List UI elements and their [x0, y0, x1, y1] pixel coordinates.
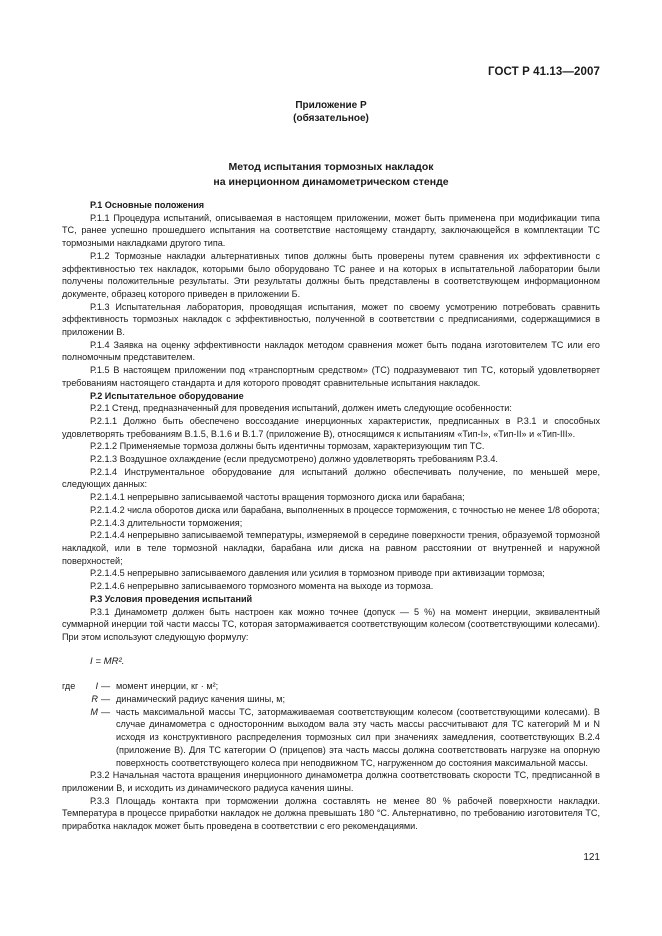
paragraph: Р.2.1.4.3 длительности торможения;	[90, 517, 243, 528]
legend-symbol: R	[91, 694, 98, 705]
section-title	[62, 160, 600, 190]
document-header-id: ГОСТ Р 41.13—2007	[488, 66, 600, 78]
section-heading: Р.1 Основные положения	[90, 200, 205, 210]
legend-lead	[62, 693, 98, 706]
paragraph: Р.2.1.1 Должно быть обеспечено воссоздание инерционных характеристик, предписанных в Р.3.1 и способных удовлетворять требованиям В.1.5, В.1.6 и В.1.7 (приложение В), относящимся к испытаниям «Тип-I», «Тип-II» и «Тип-III».	[62, 415, 600, 439]
annex-heading	[62, 99, 600, 125]
paragraph: Р.1.5 В настоящем приложении под «транспортным средством» (ТС) подразумевают тип ТС, который удовлетворяет требованиям настоящего стандарта и для которого проводят сравнительные испытания накладок.	[62, 365, 600, 388]
paragraph: Р.1.4 Заявка на оценку эффективности накладок методом сравнения может быть подана изготовителем ТС или его полномочным представителем.	[62, 339, 600, 363]
legend-symbol: M	[90, 706, 98, 717]
paragraph: Р.1.1 Процедура испытаний, описываемая в настоящем приложении, может быть применена при модификации типа ТС, ранее успешно прошедшего испытания на соответствие настоящему стандарту, заключающейся в комплектации ТС тормозными накладками другого типа.	[62, 212, 600, 249]
paragraph: Р.3.3 Площадь контакта при торможении должна составлять не менее 80 % рабочей поверхности накладки. Температура в процессе приработки накладок не должна превышать 180 °С. Альтернативно, по требованию изготовителя ТС, приработка накладок может быть проведена в соответствии с его рекомендациями.	[62, 795, 600, 832]
section-heading: Р.2 Испытательное оборудование	[90, 390, 244, 401]
paragraph: Р.2.1.4.1 непрерывно записываемой частоты вращения тормозного диска или барабана;	[90, 492, 465, 503]
paragraph: Р.2.1.2 Применяемые тормоза должны быть идентичны тормозам, характеризующим тип ТС.	[90, 441, 485, 452]
legend-symbol: I	[95, 681, 98, 692]
legend-dash: —	[101, 706, 111, 717]
paragraph: Р.3.2 Начальная частота вращения инерционного динамометра должна соответствовать скорости ТС, предписанной в приложении В, и исходить из динамического радиуса качения шины.	[62, 770, 600, 793]
paragraph: Р.2.1 Стенд, предназначенный для проведения испытаний, должен иметь следующие особенности:	[90, 403, 512, 414]
legend-lead	[62, 706, 98, 770]
legend-dash: —	[101, 694, 111, 705]
paragraph: Р.1.2 Тормозные накладки альтернативных типов должны быть проверены путем сравнения их эффективности с эффективностью тех накладок, которыми было оборудовано ТС ранее и на которых в испытательной лаборатории были получены положительные результаты. Эти результаты должны быть представлены в соответствующем информационном документе, образец которого приведен в приложении Б.	[62, 250, 600, 299]
paragraph-list-after	[62, 769, 600, 833]
annex-status: (обязательное)	[293, 113, 369, 124]
legend-dash: —	[101, 681, 111, 692]
legend-text: динамический радиус качения шины, м;	[116, 694, 285, 705]
paragraph: Р.2.1.4.5 непрерывно записываемого давления или усилия в тормозном приводе при активизации тормоза;	[90, 568, 545, 579]
section-title-line1: Метод испытания тормозных накладок	[228, 161, 434, 173]
formula: I = MR².	[90, 655, 125, 667]
paragraph: Р.2.1.3 Воздушное охлаждение (если предусмотрено) должно удовлетворять требованиям Р.3.4.	[90, 454, 498, 465]
page-number: 121	[583, 852, 600, 863]
annex-title: Приложение Р	[295, 100, 367, 111]
formula-legend	[62, 680, 600, 769]
legend-prefix: где	[62, 681, 76, 692]
paragraph: Р.3.1 Динамометр должен быть настроен как можно точнее (допуск — 5 %) на момент инерции, эквивалентный суммарной инерции той части массы ТС, которая затормаживается соответствующим колесом (соответствующими колесами). При этом используют следующую формулу:	[62, 606, 600, 642]
paragraph: Р.2.1.4 Инструментальное оборудование для испытаний должно обеспечивать получение, по меньшей мере, следующих данных:	[62, 466, 600, 490]
paragraph: Р.2.1.4.6 непрерывно записываемого тормозного момента на выходе из тормоза.	[90, 581, 434, 592]
paragraph: Р.2.1.4.2 числа оборотов диска или барабана, выполненных в процессе торможения, с точностью не менее 1/8 оборота;	[90, 504, 600, 515]
legend-lead	[62, 680, 98, 693]
legend-text: часть максимальной массы ТС, затормаживаемая соответствующим колесом (соответствующими колесами). В случае динамометра с односторонним выходом вала эту часть массы рассчитывают для ТС категорий М и N исходя из конструктивного распределения тормозных сил при значениях замедления, соответствующих В.2.4 (приложение В). Для ТС категории О (прицепов) эта часть массы должна соответствовать нагрузке на опорную поверхность соответствующего колеса при неподвижном ТС, нагруженном до состояния максимальной массы.	[116, 706, 600, 768]
section-heading: Р.3 Условия проведения испытаний	[90, 593, 253, 604]
legend-text: момент инерции, кг · м²;	[116, 681, 219, 692]
section-title-line2: на инерционном динамометрическом стенде	[213, 176, 449, 188]
paragraph: Р.1.3 Испытательная лаборатория, проводящая испытания, может по своему усмотрению потребовать сравнить эффективность тормозных накладок с эффективностью, полученной в соответствии с предписаниями, содержащимися в приложении В.	[62, 301, 600, 338]
document-body	[62, 199, 600, 833]
paragraph-list	[62, 199, 600, 644]
paragraph: Р.2.1.4.4 непрерывно записываемой температуры, измеряемой в середине поверхности трения, образуемой тормозной накладкой, или в теле тормозной накладки, барабана или диска на равном расстоянии от внутренней и наружной поверхностей;	[62, 530, 600, 566]
